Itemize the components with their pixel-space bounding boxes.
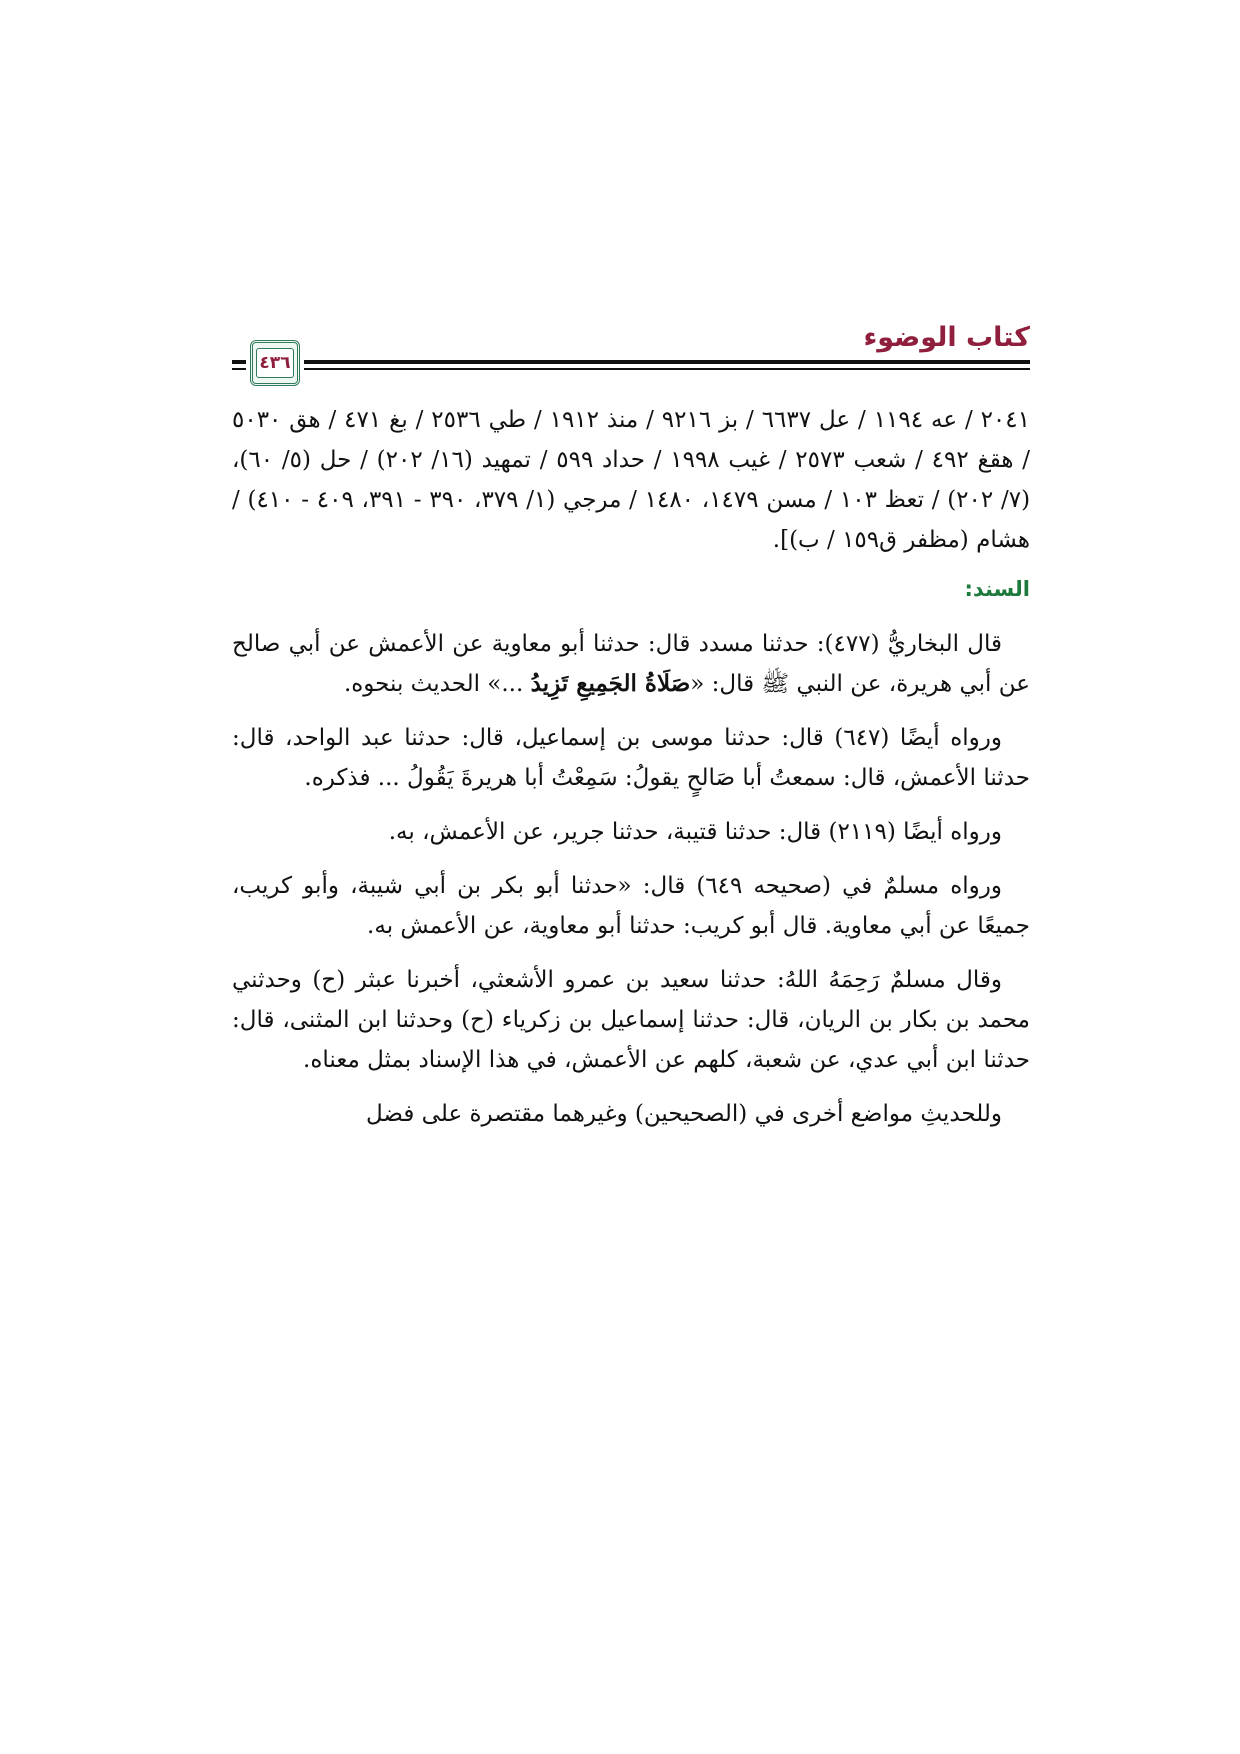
- muslim-second-narration: وقال مسلمٌ رَحِمَهُ اللهُ: حدثنا سعيد بن عمرو الأشعثي، أخبرنا عبثر (ح) وحدثني محمد بن بكار بن الريان، قال: حدثنا إسماعيل بن زكرياء (ح) وحدثنا ابن المثنى، قال: حدثنا ابن أبي عدي، عن شعبة، كلهم عن الأعمش، في هذا الإسناد بمثل معناه.: [232, 967, 1030, 1073]
- bukhari-text-before: قال البخاريُّ (٤٧٧): حدثنا مسدد قال: حدثنا أبو معاوية عن الأعمش عن أبي صالح عن أبي هريرة، عن النبي ﷺ قال: «: [232, 631, 1030, 697]
- book-title: كتاب الوضوء: [863, 322, 1030, 353]
- page-header: [232, 322, 1030, 390]
- bukhari-text-after: ...» الحديث بنحوه.: [343, 671, 531, 697]
- header-rule-left-thick: [232, 360, 246, 364]
- page-body: [232, 400, 1030, 1148]
- references-paragraph: ٢٠٤١ / عه ١١٩٤ / عل ٦٦٣٧ / بز ٩٢١٦ / منذ ١٩١٢ / طي ٢٥٣٦ / بغ ٤٧١ / هق ٥٠٣٠ / هقغ ٤٩٢ / شعب ٢٥٧٣ / غيب ١٩٩٨ / حداد ٥٩٩ / تمهيد (١٦/ ٢٠٢) / حل (٥/ ٦٠)، (٧/ ٢٠٢) / تعظ ١٠٣ / مسن ١٤٧٩، ١٤٨٠ / مرجي (١/ ٣٧٩، ٣٩٠ - ٣٩١، ٤٠٩ - ٤١٠) / هشام (مظفر ق١٥٩ / ب)].: [232, 407, 1031, 553]
- closing-paragraph: وللحديثِ مواضع أخرى في (الصحيحين) وغيرهما مقتصرة على فضل: [366, 1101, 1002, 1127]
- header-rule-thick: [304, 360, 1030, 364]
- section-heading: السند:: [964, 577, 1030, 601]
- muslim-narration: ورواه مسلمٌ في (صحيحه ٦٤٩) قال: «حدثنا أبو بكر بن أبي شيبة، وأبو كريب، جميعًا عن أبي معاوية. قال أبو كريب: حدثنا أبو معاوية، عن الأعمش به.: [232, 873, 1030, 939]
- bukhari-paragraph: [232, 624, 1030, 704]
- page-number-ornament-icon: [250, 340, 300, 386]
- bukhari-third-narration: ورواه أيضًا (٢١١٩) قال: حدثنا قتيبة، حدثنا جرير، عن الأعمش، به.: [388, 819, 1002, 845]
- bukhari-second-narration: ورواه أيضًا (٦٤٧) قال: حدثنا موسى بن إسماعيل، قال: حدثنا عبد الواحد، قال: حدثنا الأعمش، قال: سمعتُ أبا صَالحٍ يقولُ: سَمِعْتُ أبا هريرةَ يَقُولُ ... فذكره.: [232, 725, 1030, 791]
- hadith-quote: صَلَاةُ الجَمِيعِ تَزِيدُ: [530, 670, 691, 697]
- header-rule-left-thin: [232, 368, 246, 370]
- page-number: ٤٣٦: [259, 353, 291, 373]
- page-number-frame: [256, 348, 294, 378]
- header-rule-thin: [304, 368, 1030, 370]
